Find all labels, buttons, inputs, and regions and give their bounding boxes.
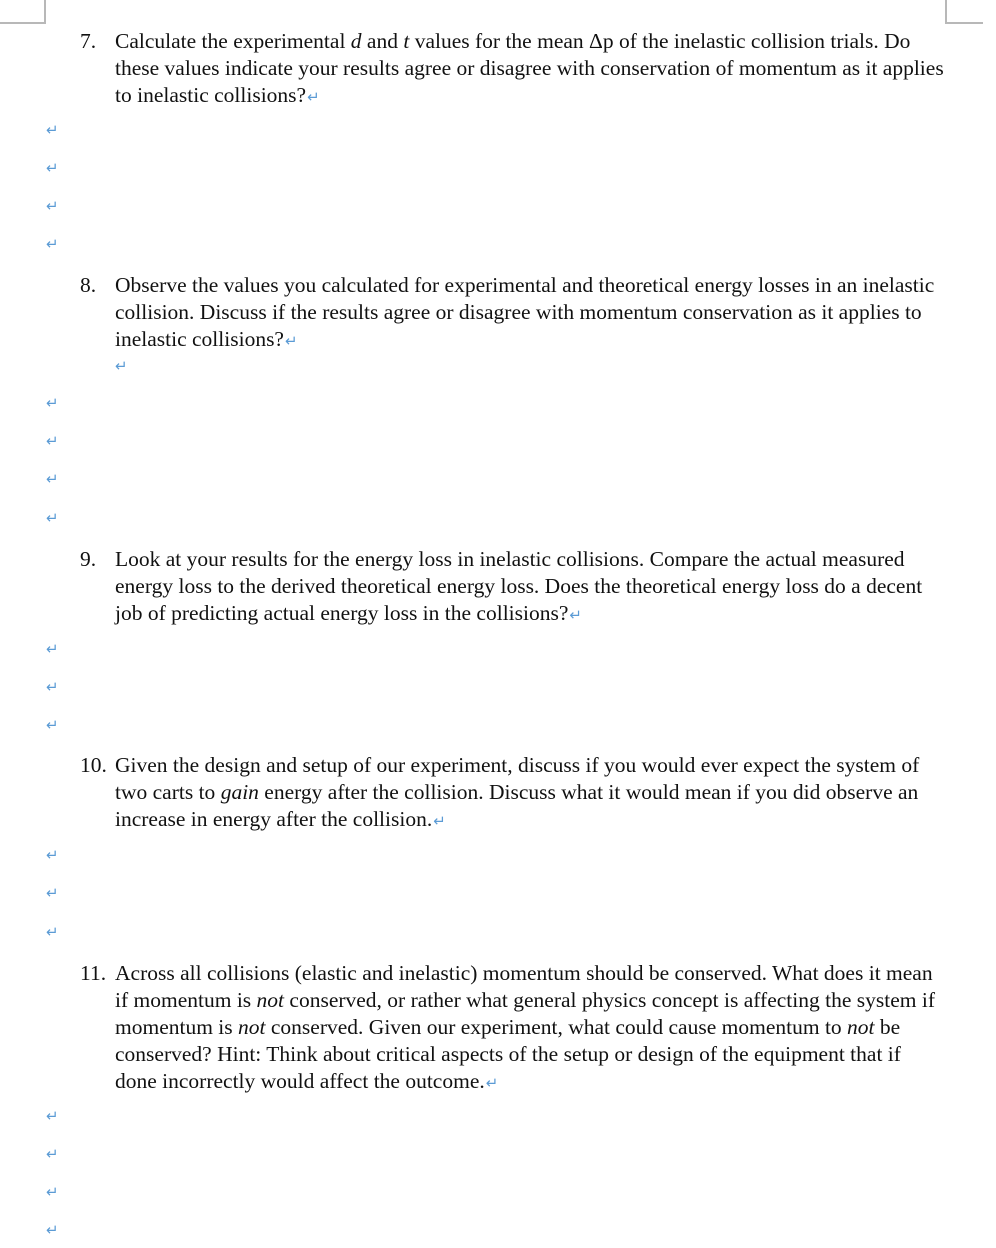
paragraph-mark-icon: ↵	[46, 432, 59, 450]
paragraph-mark-icon: ↵	[46, 1107, 59, 1125]
question-text: Calculate the experimental d and t values for the mean Δp of the inelastic collision trials. Do these values indicate your results agree or disagree with conservation of momentum as it applies to inelastic collisions?↵	[115, 29, 944, 107]
paragraph-mark-icon: ↵	[46, 884, 59, 902]
question-8	[80, 272, 950, 355]
crop-mark-top-left	[0, 0, 46, 24]
question-number: 9.	[80, 547, 97, 571]
paragraph-mark-icon: ↵	[46, 716, 59, 734]
paragraph-mark-icon: ↵	[115, 357, 128, 375]
paragraph-mark-icon: ↵	[284, 332, 298, 350]
paragraph-mark-icon: ↵	[307, 88, 320, 106]
question-text: Observe the values you calculated for experimental and theoretical energy losses in an inelastic collision. Discuss if the results agree or disagree with momentum conservation as it applies to inelastic collisions?↵	[115, 273, 935, 351]
paragraph-mark-icon: ↵	[569, 606, 582, 624]
question-9	[80, 546, 950, 629]
question-7	[80, 28, 950, 111]
question-10	[80, 752, 950, 835]
question-text: Across all collisions (elastic and inelastic) momentum should be conserved. What does it mean if momentum is not conserved, or rather what general physics concept is affecting the system if momentum is not conserved. Given our experiment, what could cause momentum to not be conserved? Hint: Think about critical aspects of the setup or design of the equipment that if done incorrectly would affect the outcome.↵	[115, 961, 935, 1093]
paragraph-mark-icon: ↵	[485, 1074, 499, 1092]
paragraph-mark-icon: ↵	[46, 197, 59, 215]
paragraph-mark-icon: ↵	[46, 509, 59, 527]
question-number: 10.	[80, 753, 107, 777]
question-number: 8.	[80, 273, 97, 297]
paragraph-mark-icon: ↵	[46, 121, 59, 139]
paragraph-mark-icon: ↵	[46, 678, 59, 696]
question-text: Look at your results for the energy loss in inelastic collisions. Compare the actual measured energy loss to the derived theoretical energy loss. Does the theoretical energy loss do a decent job of predicting actual energy loss in the collisions?↵	[115, 547, 923, 625]
paragraph-mark-icon: ↵	[46, 923, 59, 941]
question-text: Given the design and setup of our experiment, discuss if you would ever expect the system of two carts to gain energy after the collision. Discuss what it would mean if you did observe an increase in energy after the collision.↵	[115, 753, 920, 831]
paragraph-mark-icon: ↵	[433, 812, 446, 830]
paragraph-mark-icon: ↵	[46, 470, 59, 488]
paragraph-mark-icon: ↵	[46, 1183, 59, 1201]
paragraph-mark-icon: ↵	[46, 1145, 59, 1163]
paragraph-mark-icon: ↵	[46, 640, 59, 658]
paragraph-mark-icon: ↵	[46, 235, 59, 253]
paragraph-mark-icon: ↵	[46, 159, 59, 177]
paragraph-mark-icon: ↵	[46, 846, 59, 864]
question-number: 11.	[80, 961, 107, 985]
question-11	[80, 960, 950, 1097]
paragraph-mark-icon: ↵	[46, 394, 59, 412]
crop-mark-top-right	[945, 0, 983, 24]
paragraph-mark-icon: ↵	[46, 1221, 59, 1239]
question-number: 7.	[80, 29, 97, 53]
